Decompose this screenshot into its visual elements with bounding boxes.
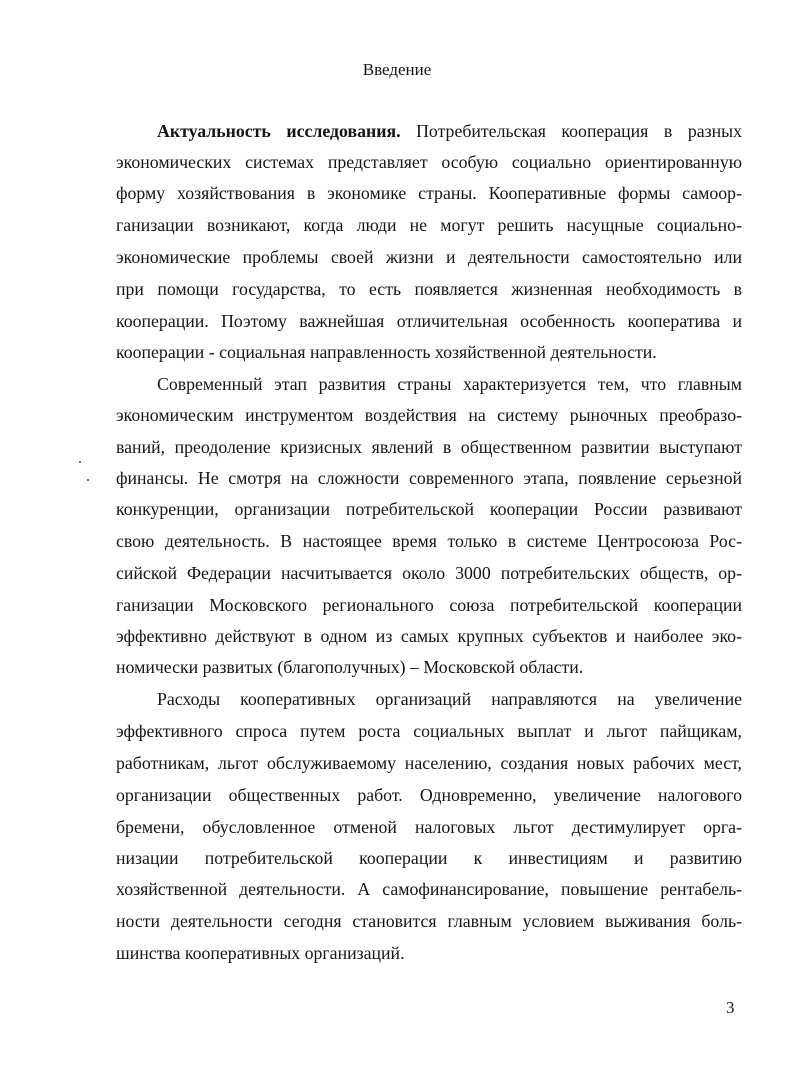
text-line: кооперации - социальная направленность хозяйственной деятельности. bbox=[116, 342, 657, 362]
text-line: Расходы кооперативных организаций направляются на увеличение bbox=[157, 689, 742, 709]
text-line-content: Потребительская кооперация в разных bbox=[400, 121, 742, 141]
text-line: хозяйственной деятельности. А самофинансирование, повышение рентабель- bbox=[116, 879, 742, 899]
text-line: кооперации. Поэтому важнейшая отличительная особенность кооператива и bbox=[116, 311, 742, 331]
text-line: экономическим инструментом воздействия на систему рыночных преобразо- bbox=[116, 405, 742, 425]
text-line: номически развитых (благополучных) – Московской области. bbox=[116, 657, 584, 677]
text-line: работникам, льгот обслуживаемому населению, создания новых рабочих мест, bbox=[116, 753, 742, 773]
text-line: эффективного спроса путем роста социальных выплат и льгот пайщикам, bbox=[116, 721, 742, 741]
text-line: свою деятельность. В настоящее время только в системе Центросоюза Рос- bbox=[116, 531, 742, 551]
text-line bbox=[157, 116, 742, 147]
text-line: организации общественных работ. Одновременно, увеличение налогового bbox=[116, 785, 742, 805]
page-number: 3 bbox=[726, 998, 735, 1017]
text-line: ности деятельности сегодня становится главным условием выживания боль- bbox=[116, 911, 742, 931]
text-line: форму хозяйствования в экономике страны. Кооперативные формы самоор- bbox=[116, 183, 742, 203]
text-line: экономические проблемы своей жизни и деятельности самостоятельно или bbox=[116, 247, 742, 267]
text-line: ганизации Московского регионального союза потребительской кооперации bbox=[116, 595, 742, 615]
text-line: низации потребительской кооперации к инвестициям и развитию bbox=[116, 848, 742, 868]
text-line: ваний, преодоление кризисных явлений в общественном развитии выступают bbox=[116, 437, 742, 457]
text-line: шинства кооперативных организаций. bbox=[116, 943, 405, 963]
page-title: Введение bbox=[362, 60, 432, 79]
scan-speck bbox=[79, 461, 81, 463]
text-line: экономических системах представляет особую социально ориентированную bbox=[116, 152, 742, 172]
scan-speck bbox=[87, 479, 89, 481]
text-line: бремени, обусловленное отменой налоговых льгот дестимулирует орга- bbox=[116, 817, 742, 837]
text-line: ганизации возникают, когда люди не могут решить насущные социально- bbox=[116, 215, 742, 235]
text-line: сийской Федерации насчитывается около 3000 потребительских обществ, ор- bbox=[116, 563, 742, 583]
text-line: финансы. Не смотря на сложности современного этапа, появление серьезной bbox=[116, 468, 742, 488]
text-line: конкуренции, организации потребительской кооперации России развивают bbox=[116, 499, 742, 519]
text-line: Современный этап развития страны характеризуется тем, что главным bbox=[157, 374, 742, 394]
text-line: эффективно действуют в одном из самых крупных субъектов и наиболее эко- bbox=[116, 626, 742, 646]
paragraph-lead-heading: Актуальность исследования. bbox=[157, 121, 401, 141]
text-line: при помощи государства, то есть появляется жизненная необходимость в bbox=[116, 279, 742, 299]
